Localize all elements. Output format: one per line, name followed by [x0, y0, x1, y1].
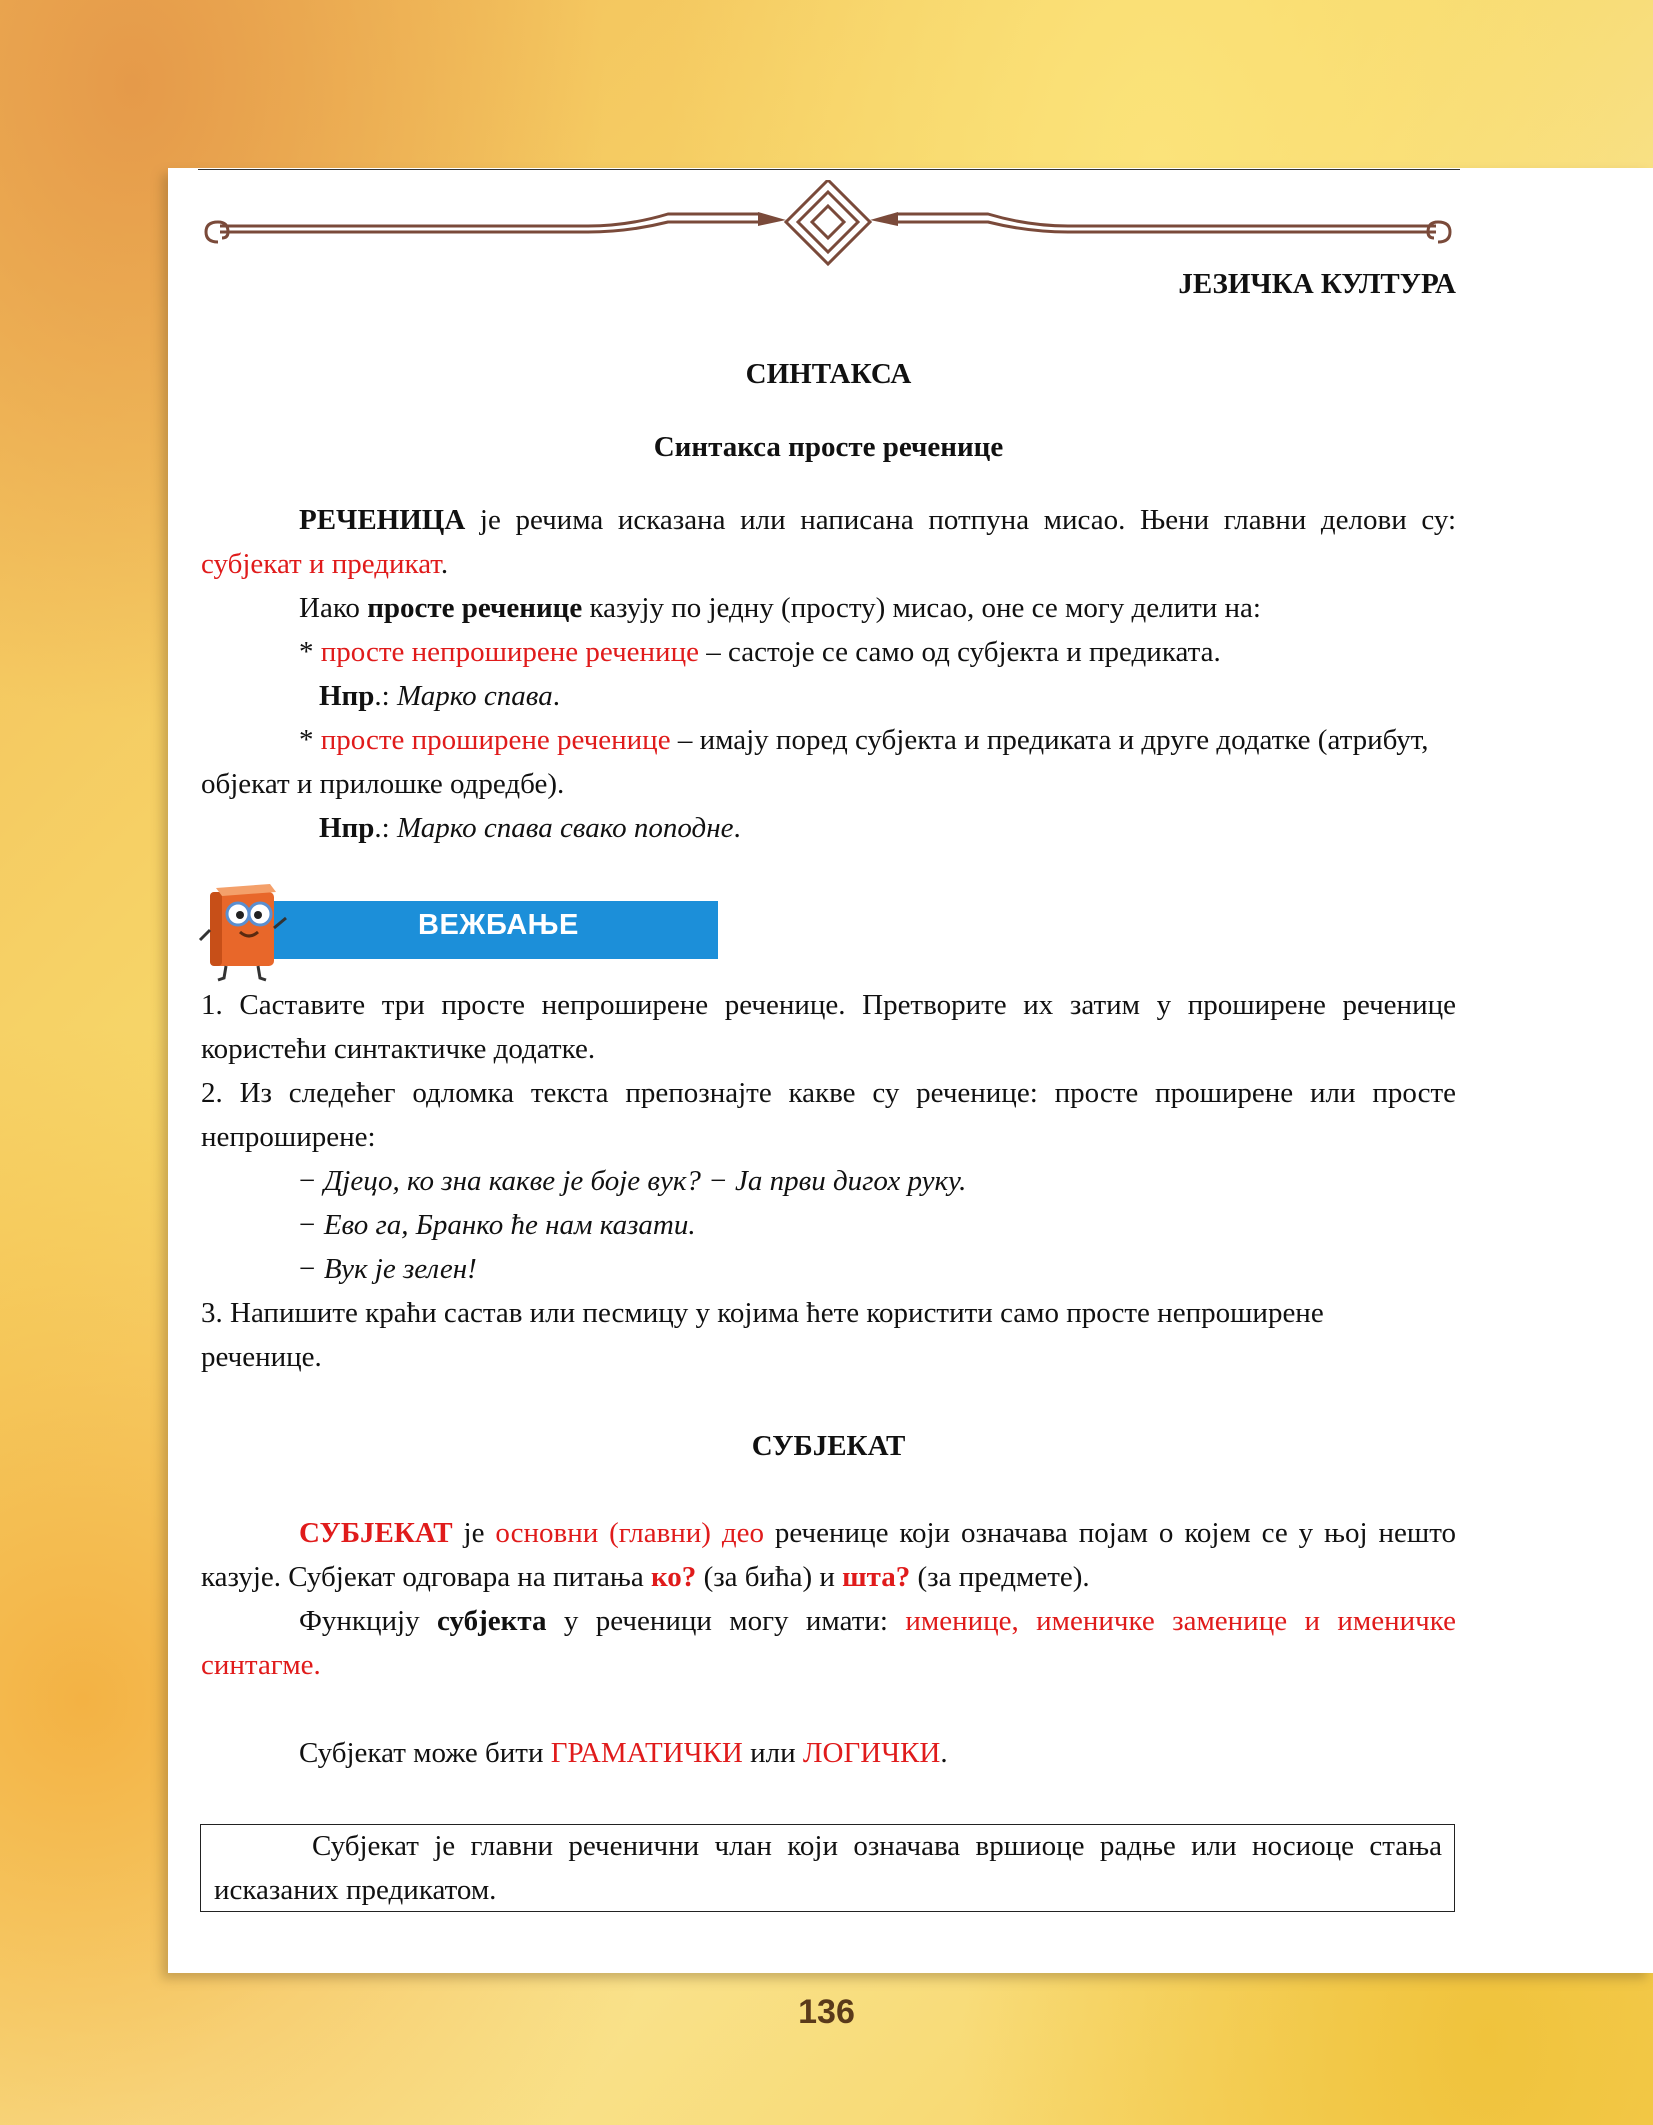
question-who: ко?	[650, 1561, 697, 1593]
highlight-red: ЛОГИЧКИ	[802, 1737, 941, 1769]
text: Субјекат може бити	[299, 1737, 551, 1769]
term-red-bold: СУБЈЕКАТ	[299, 1517, 453, 1549]
text: .	[552, 680, 560, 712]
example-label: Нпр	[319, 680, 375, 712]
subject-paragraph-3	[201, 1731, 1456, 1775]
text: Иако	[299, 592, 368, 624]
text: (за предмете).	[910, 1561, 1090, 1593]
page-subtitle: Синтакса просте реченице	[653, 431, 1004, 463]
quote-line-1: − Дјецо, ко зна какве је боје вук? − Ја први дигох руку.	[297, 1165, 967, 1197]
highlight-red: просте непроширене реченице	[320, 636, 699, 668]
text: .	[733, 812, 741, 844]
exercise-task-2: 2. Из следећег одломка текста препознајте какве су реченице: просте проширене или просте непроширене:	[201, 1077, 1456, 1153]
highlight-red: именице, именичке заменице и именичке синтагме.	[201, 1605, 1456, 1681]
text: .	[940, 1737, 948, 1769]
text: је	[452, 1517, 496, 1549]
highlight-red: основни (главни) део	[495, 1517, 764, 1549]
term-bold: просте реченице	[367, 592, 583, 624]
definition-text: Субјекат је главни реченични члан који означава вршиоце радње или носиоце стања исказаних предикатом.	[214, 1830, 1442, 1906]
term-bold: субјекта	[437, 1605, 547, 1637]
page-title: СИНТАКСА	[745, 358, 912, 390]
highlight-red: ГРАМАТИЧКИ	[550, 1737, 743, 1769]
text: (за бића) и	[696, 1561, 843, 1593]
ornament-divider	[198, 180, 1458, 270]
highlight-red: просте проширене реченице	[320, 724, 671, 756]
highlight-red: субјекат и предикат	[201, 548, 441, 580]
bullet: *	[299, 724, 321, 756]
text: – имају поред субјекта и предиката и друге додатке (атрибут, објекат и прилошке одредбе).	[201, 724, 1429, 800]
section-header: ЈЕЗИЧКА КУЛТУРА	[1178, 268, 1456, 300]
text: .:	[374, 812, 397, 844]
example-2	[201, 806, 1456, 850]
text: .	[440, 548, 449, 580]
text: у реченици могу имати:	[546, 1605, 906, 1637]
example-text: Марко спава свако поподне	[396, 812, 734, 844]
subject-paragraph-2	[201, 1599, 1456, 1687]
text: је речима исказана или написана потпуна мисао. Њени главни делови су:	[465, 504, 1456, 536]
types-intro	[201, 586, 1456, 630]
text: .:	[374, 680, 397, 712]
example-1	[201, 674, 1456, 718]
exercise-task-1: 1. Саставите три просте непроширене реченице. Претворите их затим у проширене реченице користећи синтактичке додатке.	[201, 989, 1456, 1065]
example-label: Нпр	[319, 812, 375, 844]
text: казују по једну (просту) мисао, оне се могу делити на:	[582, 592, 1261, 624]
top-rule	[198, 169, 1460, 170]
exercise-banner-label: ВЕЖБАЊЕ	[418, 909, 579, 941]
text: или	[742, 1737, 803, 1769]
bullet: *	[299, 636, 321, 668]
text: Функцију	[299, 1605, 437, 1637]
subject-title: СУБЈЕКАТ	[751, 1430, 906, 1462]
type-item-1	[201, 630, 1456, 674]
exercise-task-3: 3. Напишите краћи састав или песмицу у којима ћете користити само просте непроширене реченице.	[201, 1297, 1324, 1373]
question-what: шта?	[842, 1561, 911, 1593]
quote-line-3: − Вук је зелен!	[297, 1253, 477, 1285]
subject-paragraph-1	[201, 1511, 1456, 1599]
text: – састоје се само од субјекта и предиката.	[698, 636, 1221, 668]
page-number: 136	[798, 1993, 855, 2031]
book-mascot-icon	[196, 870, 306, 982]
example-text: Марко спава	[396, 680, 553, 712]
quote-line-2: − Ево га, Бранко ће нам казати.	[297, 1209, 696, 1241]
term-bold: РЕЧЕНИЦА	[299, 504, 466, 536]
intro-paragraph	[201, 498, 1456, 586]
text: реченице који означава појам о којем се у њој нешто казује. Субјекат одговара на питања	[201, 1517, 1456, 1593]
type-item-2	[201, 718, 1456, 806]
